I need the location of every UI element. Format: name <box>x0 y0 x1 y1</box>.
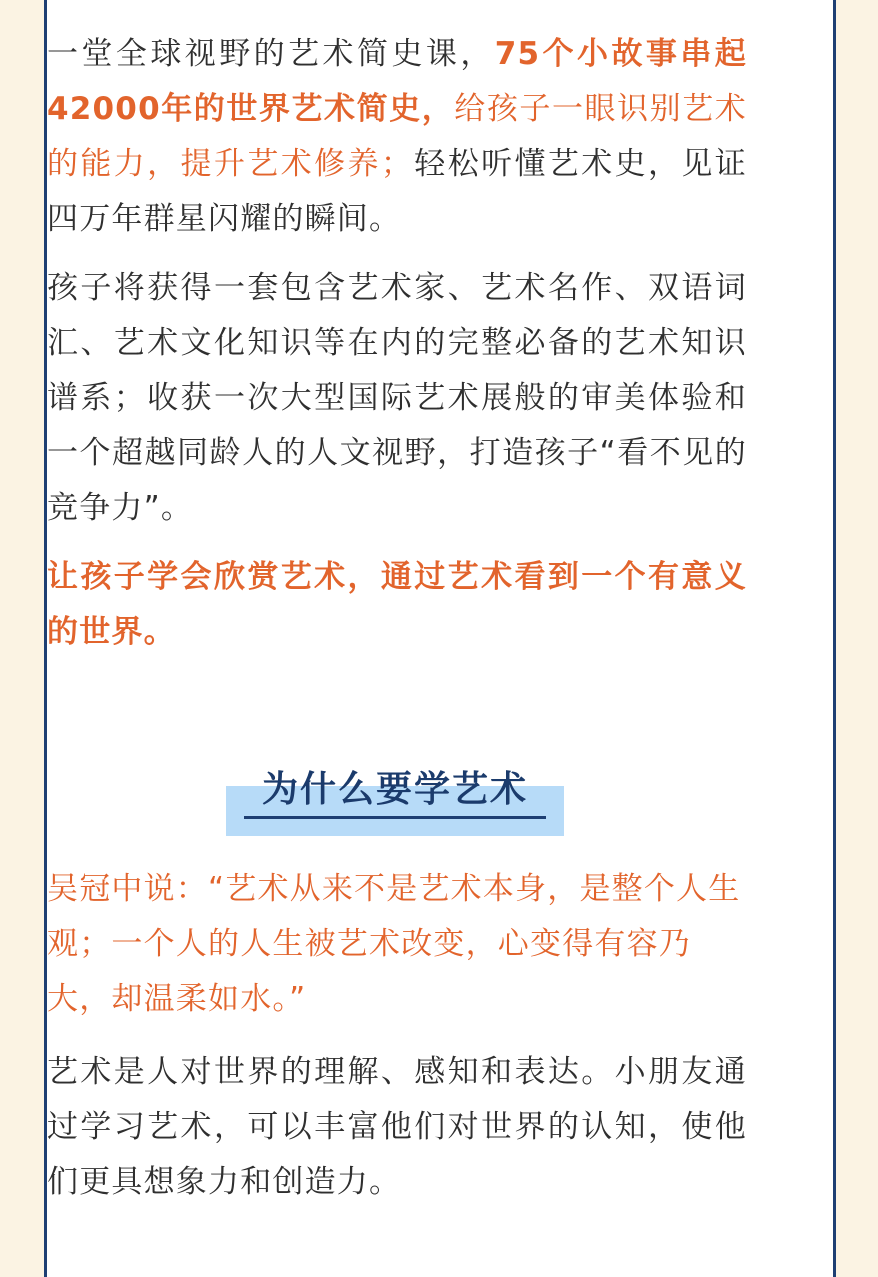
intro-paragraph-1 <box>47 27 747 247</box>
section-heading <box>226 758 564 836</box>
intro-text-1: 一堂全球视野的艺术简史课， <box>47 36 495 72</box>
why-art-paragraph: 艺术是人对世界的理解、感知和表达。小朋友通过学习艺术，可以丰富他们对世界的认知，使他们更具想象力和创造力。 <box>47 1054 747 1200</box>
intro-highlight: 给孩子一眼识别艺术的能力，提升艺术修养； <box>47 91 747 182</box>
intro-text-2: 轻松听懂艺术史，见证四万年群星闪耀的瞬间。 <box>47 146 748 237</box>
quote-paragraph: 吴冠中说：“艺术从来不是艺术本身，是整个人生观；一个人的人生被艺术改变，心变得有容乃大，却温柔如水。” <box>47 871 741 1017</box>
title-underline <box>244 816 546 819</box>
intro-paragraph-2: 孩子将获得一套包含艺术家、艺术名作、双语词汇、艺术文化知识等在内的完整必备的艺术知识谱系；收获一次大型国际艺术展般的审美体验和一个超越同龄人的人文视野，打造孩子“看不见的竞争力”。 <box>47 270 747 526</box>
why-art-section <box>47 862 747 1210</box>
intro-highlight-bold: 75个小故事串起42000年的世界艺术简史， <box>47 36 747 127</box>
intro-section <box>47 27 747 660</box>
section-title: 为什么要学艺术 <box>261 769 528 810</box>
intro-paragraph-3: 让孩子学会欣赏艺术，通过艺术看到一个有意义的世界。 <box>47 559 747 650</box>
